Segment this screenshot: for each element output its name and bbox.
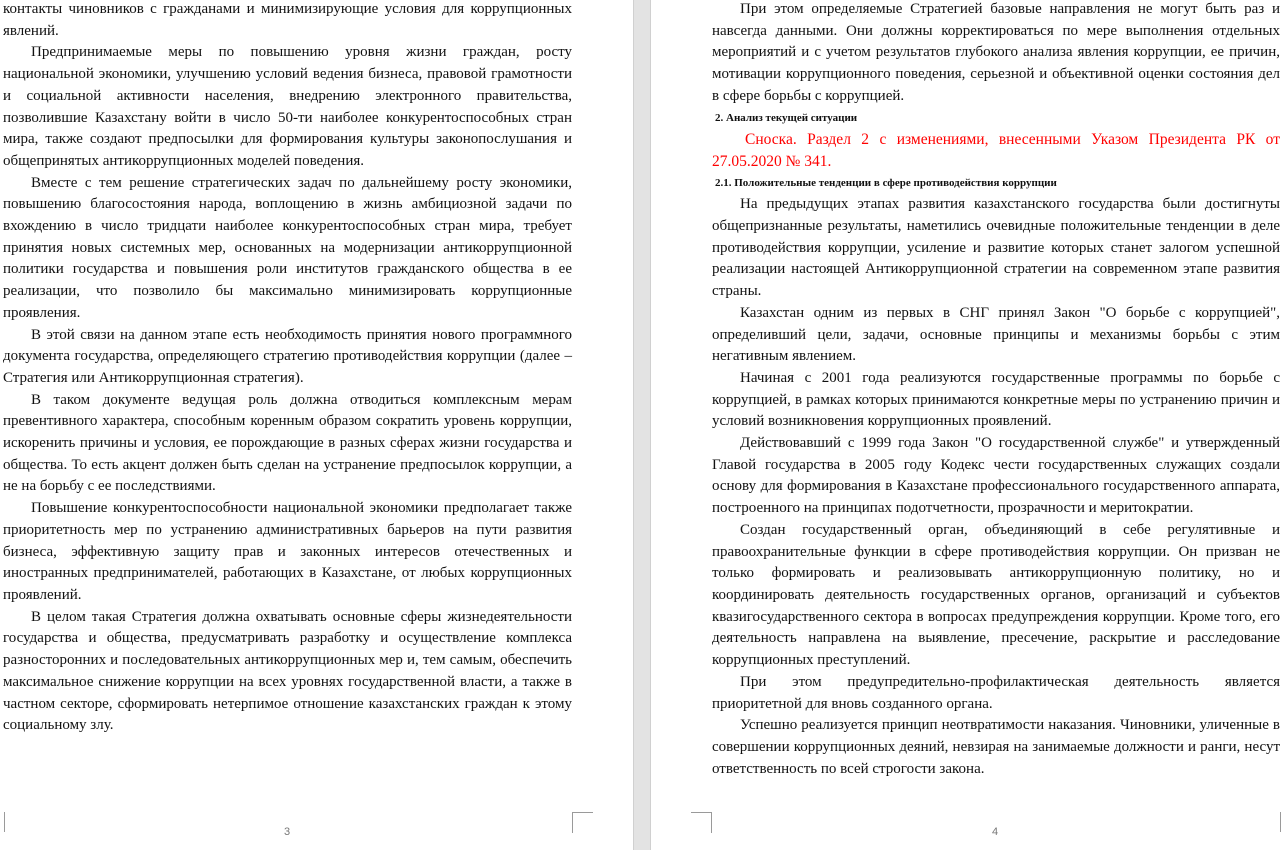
paragraph-6: При этом предупредительно-профилактическая деятельность является приоритетной для вновь созданного органа. [712,673,1280,712]
section-heading: 2. Анализ текущей ситуации [715,111,858,124]
subsection-heading: 2.1. Положительные тенденции в сфере противодействия коррупции [715,176,1057,189]
paragraph-4: Действовавший с 1999 года Закон "О государственной службе" и утвержденный Главой государства в 2005 году Кодекс чести государственных служащих создали основу для формирования в Казахстане профессионального государственного аппарата, построенного на принципах подотчетности, прозрачности и меритократии. [712,435,1280,517]
paragraph-2: Предпринимаемые меры по повышению уровня жизни граждан, росту национальной экономики, улучшению условий ведения бизнеса, правовой грамотности и социальной активности населения, внедрению электронного правительства, позволившие Казахстану войти в число 50-ти наиболее конкурентоспособных стран мира, также создают предпосылки для формирования культуры законопослушания и общепринятых антикоррупционных моделей поведения. [3,44,572,169]
page-gutter [633,0,651,850]
footnote-note: Сноска. Раздел 2 с изменениями, внесенными Указом Президента РК от 27.05.2020 № 341. [712,131,1280,170]
paragraph-5: В таком документе ведущая роль должна отводиться комплексным мерам превентивного характера, способным коренным образом сократить уровень коррупции, искоренить причины и условия, ее порождающие в разных сферах жизни государства и общества. То есть акцент должен быть сделан на устранение предпосылок коррупции, а не на борьбу с ее последствиями. [3,391,572,495]
margin-corner-mark [691,812,712,833]
paragraph-5: Создан государственный орган, объединяющий в себе регулятивные и правоохранительные функции в сфере противодействия коррупции. Он призван не только формировать и реализовывать антикоррупционную политику, но и координировать деятельность государственных органов, организаций и субъектов квазигосударственного сектора в вопросах предупреждения коррупции. Кроме того, его деятельность направлена на выявление, пресечение, раскрытие и расследование коррупционных преступлений. [712,521,1280,669]
paragraph-2: Казахстан одним из первых в СНГ принял Закон "О борьбе с коррупцией", определивший цели, задачи, основные принципы и механизмы борьбы с этим негативным явлением. [712,304,1280,365]
page-number: 3 [284,826,291,838]
paragraph-1: контакты чиновников с гражданами и минимизирующие условия для коррупционных явлений. [3,1,572,39]
paragraph-3: Начиная с 2001 года реализуются государственные программы по борьбе с коррупцией, в рамках которых принимаются конкретные меры по устранению причин и условий возникновения коррупционных проявлений. [712,369,1280,430]
paragraph-6: Повышение конкурентоспособности национальной экономики предполагает также приоритетность мер по устранению административных барьеров на пути развития бизнеса, эффективную защиту прав и законных интересов отечественных и иностранных предпринимателей, работающих в Казахстане, от любых коррупционных проявлений. [3,500,572,603]
document-page-right [651,0,1286,850]
margin-corner-mark [1280,812,1286,832]
page-number: 4 [992,826,999,838]
paragraph-7: Успешно реализуется принцип неотвратимости наказания. Чиновники, уличенные в совершении коррупционных деяний, невзирая на занимаемые должности и ранги, несут ответственность по всей строгости закона. [712,717,1280,777]
page-3-text [3,0,572,737]
document-page-left [0,0,633,850]
margin-corner-mark [572,812,593,833]
page-4-text [712,0,1280,780]
paragraph-1: На предыдущих этапах развития казахстанского государства были достигнуты общепризнанные результаты, наметились очевидные положительные тенденции в деле противодействия коррупции, усиление и развитие которых станет залогом успешной реализации настоящей Антикоррупционной стратегии на современном этапе развития страны. [712,196,1280,300]
paragraph-7: В целом такая Стратегия должна охватывать основные сферы жизнедеятельности государства и общества, предусматривать разработку и осуществление комплекса разносторонних и последовательных антикоррупционных мер и, тем самым, обеспечить максимальное снижение коррупции на всех уровнях государственной власти, а также в частном секторе, сформировать нетерпимое отношение казахстанских граждан к этому социальному злу. [3,608,572,734]
intro-paragraph: При этом определяемые Стратегией базовые направления не могут быть раз и навсегда данными. Они должны корректироваться по мере выполнения отдельных мероприятий и с учетом результатов глубокого анализа явления коррупции, ее причин, мотивации коррупционного поведения, серьезной и объективной оценки состояния дел в сфере борьбы с коррупцией. [712,1,1280,104]
paragraph-4: В этой связи на данном этапе есть необходимость принятия нового программного документа государства, определяющего стратегию противодействия коррупции (далее – Стратегия или Антикоррупционная стратегия). [3,326,572,386]
paragraph-3: Вместе с тем решение стратегических задач по дальнейшему росту экономики, повышению благосостояния народа, воплощению в жизнь амбициозной задачи по вхождению в число тридцати наиболее конкурентоспособных стран мира, требует принятия новых системных мер, основанных на модернизации антикоррупционной политики государства и повышения роли институтов гражданского общества в ее реализации, что позволило бы максимально минимизировать коррупционные проявления. [3,174,572,321]
margin-corner-mark [0,812,5,832]
